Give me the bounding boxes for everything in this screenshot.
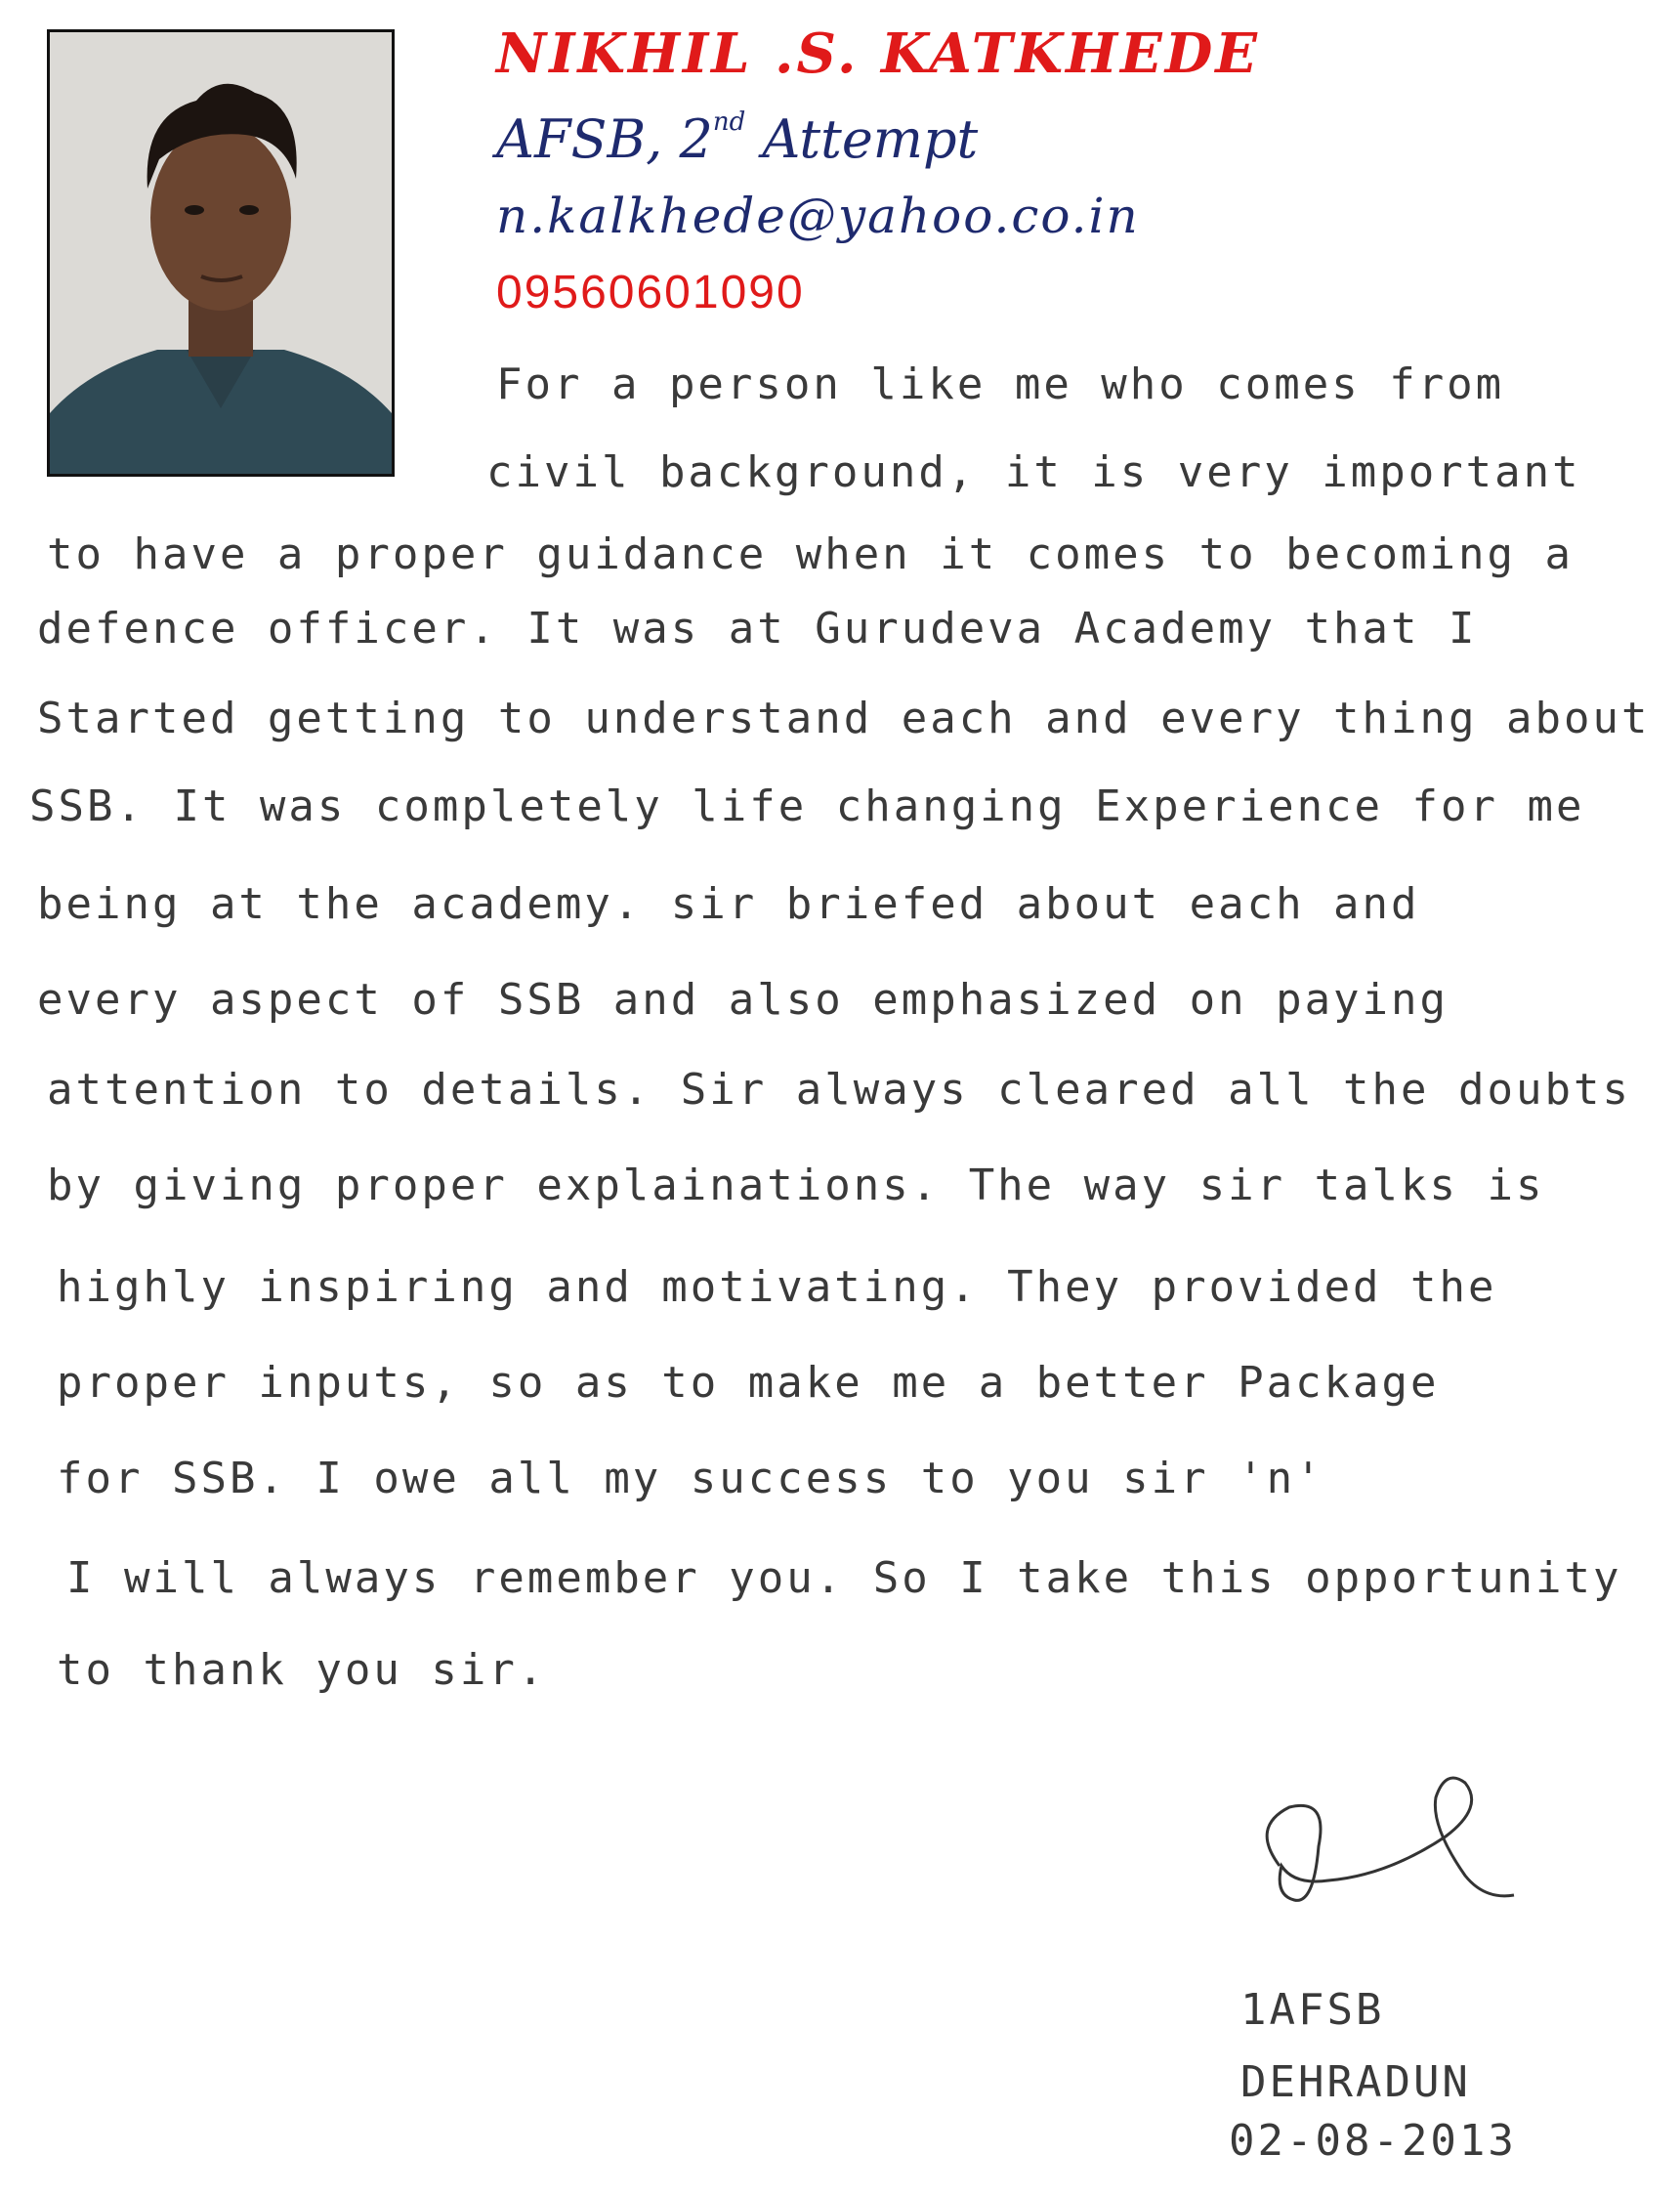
attempt-prefix: AFSB, 2 (496, 108, 713, 170)
board-label: 1AFSB (1240, 1985, 1385, 2035)
closing-place (1240, 2057, 1471, 2107)
letter-line: every aspect of SSB and also emphasized on paying (37, 975, 1449, 1025)
candidate-phone: 09560601090 (496, 267, 805, 318)
letter-line: SSB. It was completely life changing Experience for me (29, 781, 1585, 831)
letter-line: attention to details. Sir always cleared all the doubts (47, 1065, 1631, 1115)
closing-block (1240, 1985, 1384, 2035)
signature (1221, 1758, 1533, 1954)
letter-line: to thank you sir. (57, 1645, 547, 1695)
attempt-info (496, 107, 978, 170)
candidate-email: n.kalkhede@yahoo.co.in (496, 188, 1140, 244)
letter-line: For a person like me who comes from (496, 359, 1505, 409)
candidate-portrait (50, 32, 392, 474)
letter-line: defence officer. It was at Gurudeva Academy that I (37, 604, 1478, 654)
date-label: 02-08-2013 (1229, 2116, 1517, 2166)
attempt-ordinal: nd (712, 107, 746, 137)
letter-line: proper inputs, so as to make me a better Package (57, 1358, 1440, 1408)
letter-line: civil background, it is very important (486, 447, 1581, 497)
candidate-photo (47, 29, 395, 477)
letter-line: for SSB. I owe all my success to you sir 'n' (57, 1454, 1324, 1503)
place-label: DEHRADUN (1240, 2057, 1471, 2107)
letter-line: by giving proper explainations. The way sir talks is (47, 1161, 1545, 1210)
letter-line: Started getting to understand each and every thing about (37, 694, 1651, 743)
letter-line: highly inspiring and motivating. They provided the (57, 1262, 1497, 1312)
candidate-name: NIKHIL .S. KATKHEDE (496, 21, 1260, 86)
closing-date (1229, 2116, 1517, 2166)
letter-line: being at the academy. sir briefed about each and (37, 879, 1420, 929)
letter-line: to have a proper guidance when it comes to becoming a (47, 529, 1574, 579)
letter-line: I will always remember you. So I take this opportunity (66, 1553, 1622, 1603)
attempt-suffix: Attempt (745, 108, 979, 170)
